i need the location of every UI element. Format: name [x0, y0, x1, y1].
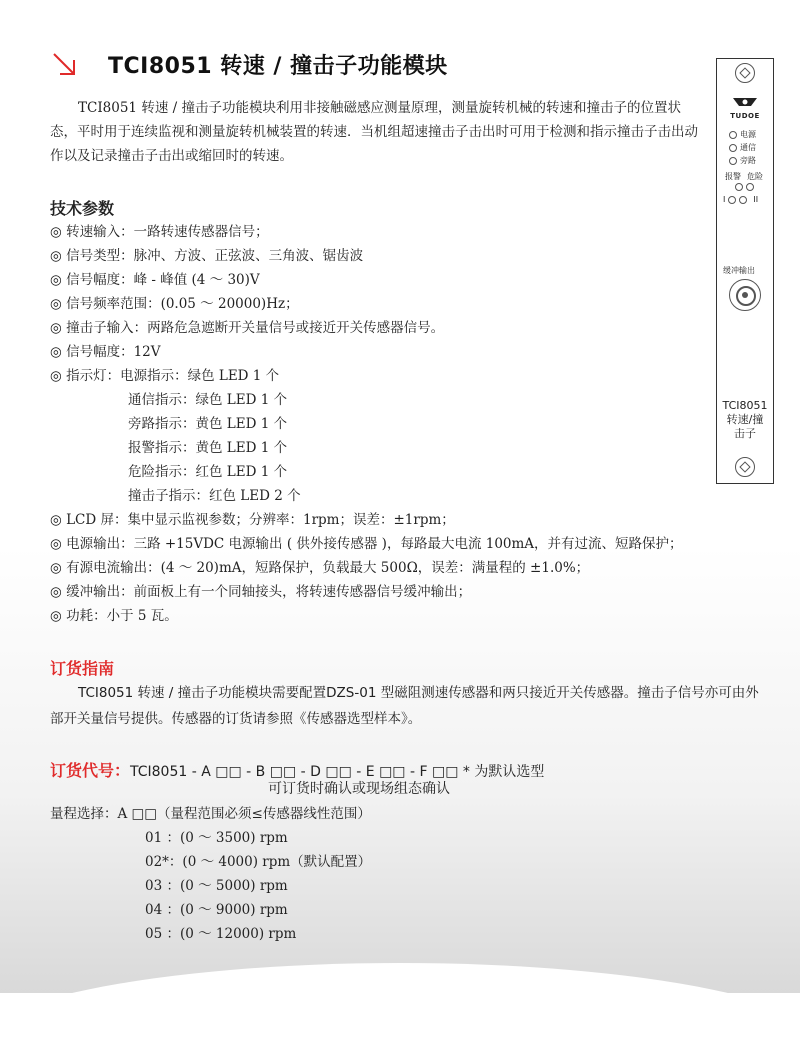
module-front-panel	[716, 58, 774, 484]
led-alarm-danger	[735, 183, 757, 191]
alarm-label: 报警	[725, 172, 741, 181]
range-heading: 量程选择：A □□（量程范围必须≤传感器线性范围）	[50, 806, 371, 822]
danger-label: 危险	[747, 172, 763, 181]
spec-line: ◎ LCD 屏：集中显示监视参数；分辨率：1rpm；误差：±1rpm；	[50, 512, 455, 528]
spec-line: ◎ 指示灯：电源指示：绿色 LED 1 个	[50, 368, 280, 384]
led-comm	[729, 142, 756, 153]
spec-line: ◎ 信号幅度：峰 - 峰值 (4 ～ 30)V	[50, 272, 260, 288]
spec-list	[50, 220, 730, 628]
footer-curve	[0, 963, 800, 1053]
panel-name-line: 击子	[734, 427, 756, 440]
logo-text: TUDOE	[730, 112, 760, 120]
order-code-note: 可订货时确认或现场组态确认	[268, 781, 450, 797]
range-option: 03 ：(0 ～ 5000) rpm	[145, 878, 288, 894]
bnc-connector-icon	[729, 279, 761, 311]
led-striker	[723, 195, 758, 204]
range-option: 05 ：(0 ～ 12000) rpm	[145, 926, 297, 942]
spec-line: ◎ 信号频率范围：(0.05 ～ 20000)Hz；	[50, 296, 299, 312]
led-power	[729, 129, 756, 140]
led-label: 电源	[740, 130, 756, 139]
arrow-icon	[50, 50, 78, 78]
panel-name-line: 转速/撞	[726, 413, 764, 426]
spec-line: ◎ 信号类型：脉冲、方波、正弦波、三角波、锯齿波	[50, 248, 364, 264]
spec-line: ◎ 电源输出：三路 +15VDC 电源输出 ( 供外接传感器 )，每路最大电流 100mA，并有过流、短路保护；	[50, 536, 683, 552]
range-option: 04 ：(0 ～ 9000) rpm	[145, 902, 288, 918]
led-bypass	[729, 155, 756, 166]
led-icon	[729, 157, 737, 165]
buffer-label: 缓冲输出	[723, 266, 755, 275]
roman-one: I	[723, 195, 726, 204]
spec-line: ◎ 有源电流输出：(4 ～ 20)mA，短路保护，负载最大 500Ω，误差：满量程的 ±1.0%；	[50, 560, 590, 576]
panel-name-line: TCI8051	[722, 399, 768, 412]
led-icon	[735, 183, 743, 191]
spec-line: ◎ 功耗：小于 5 瓦。	[50, 608, 178, 624]
order-code-value: TCI8051 - A □□ - B □□ - D □□ - E □□ - F □□ * 为默认选型	[130, 764, 545, 780]
led-icon	[729, 144, 737, 152]
order-heading: 订货指南	[50, 659, 115, 678]
spec-indicator-line: 通信指示：绿色 LED 1 个	[128, 392, 288, 408]
panel-name	[717, 399, 773, 441]
intro-paragraph: TCI8051 转速 / 撞击子功能模块利用非接触磁感应测量原理，测量旋转机械的转速和撞击子的位置状态，平时用于连续监视和测量旋转机械装置的转速．当机组超速撞击子击出时可用于检测和指示撞击子击出动作以及记录撞击子击出或缩回时的转速。	[50, 100, 698, 164]
title-row	[50, 44, 448, 84]
spec-indicator-line: 旁路指示：黄色 LED 1 个	[128, 416, 288, 432]
spec-indicator-line: 报警指示：黄色 LED 1 个	[128, 440, 288, 456]
order-paragraph: TCI8051 转速 / 撞击子功能模块需要配置DZS-01 型磁阻测速传感器和两只接近开关传感器。撞击子信号亦可由外部开关量信号提供。传感器的订货请参照《传感器选型样本》。	[50, 685, 759, 727]
order-code-label: 订货代号：	[50, 761, 131, 780]
spec-indicator-line: 危险指示：红色 LED 1 个	[128, 464, 288, 480]
spec-line: ◎ 信号幅度：12V	[50, 344, 161, 360]
logo	[729, 93, 761, 120]
led-label: 通信	[740, 143, 756, 152]
range-block	[50, 802, 371, 946]
led-icon	[746, 183, 754, 191]
range-option: 02*：(0 ～ 4000) rpm（默认配置）	[145, 854, 372, 870]
led-icon	[729, 131, 737, 139]
range-option: 01 ：(0 ～ 3500) rpm	[145, 830, 288, 846]
spec-line: ◎ 缓冲输出：前面板上有一个同轴接头，将转速传感器信号缓冲输出；	[50, 584, 472, 600]
logo-icon	[731, 96, 759, 108]
led-icon	[728, 196, 736, 204]
roman-two: II	[753, 195, 759, 204]
page-title: TCI8051 转速 / 撞击子功能模块	[108, 53, 448, 79]
bottom-screw-icon	[735, 457, 755, 477]
specs-heading: 技术参数	[50, 199, 115, 218]
led-label: 旁路	[740, 156, 756, 165]
spec-line: ◎ 转速输入：一路转速传感器信号；	[50, 224, 269, 240]
spec-line: ◎ 撞击子输入：两路危急遮断开关量信号或接近开关传感器信号。	[50, 320, 445, 336]
spec-indicator-line: 撞击子指示：红色 LED 2 个	[128, 488, 301, 504]
led-icon	[739, 196, 747, 204]
top-screw-icon	[735, 63, 755, 83]
